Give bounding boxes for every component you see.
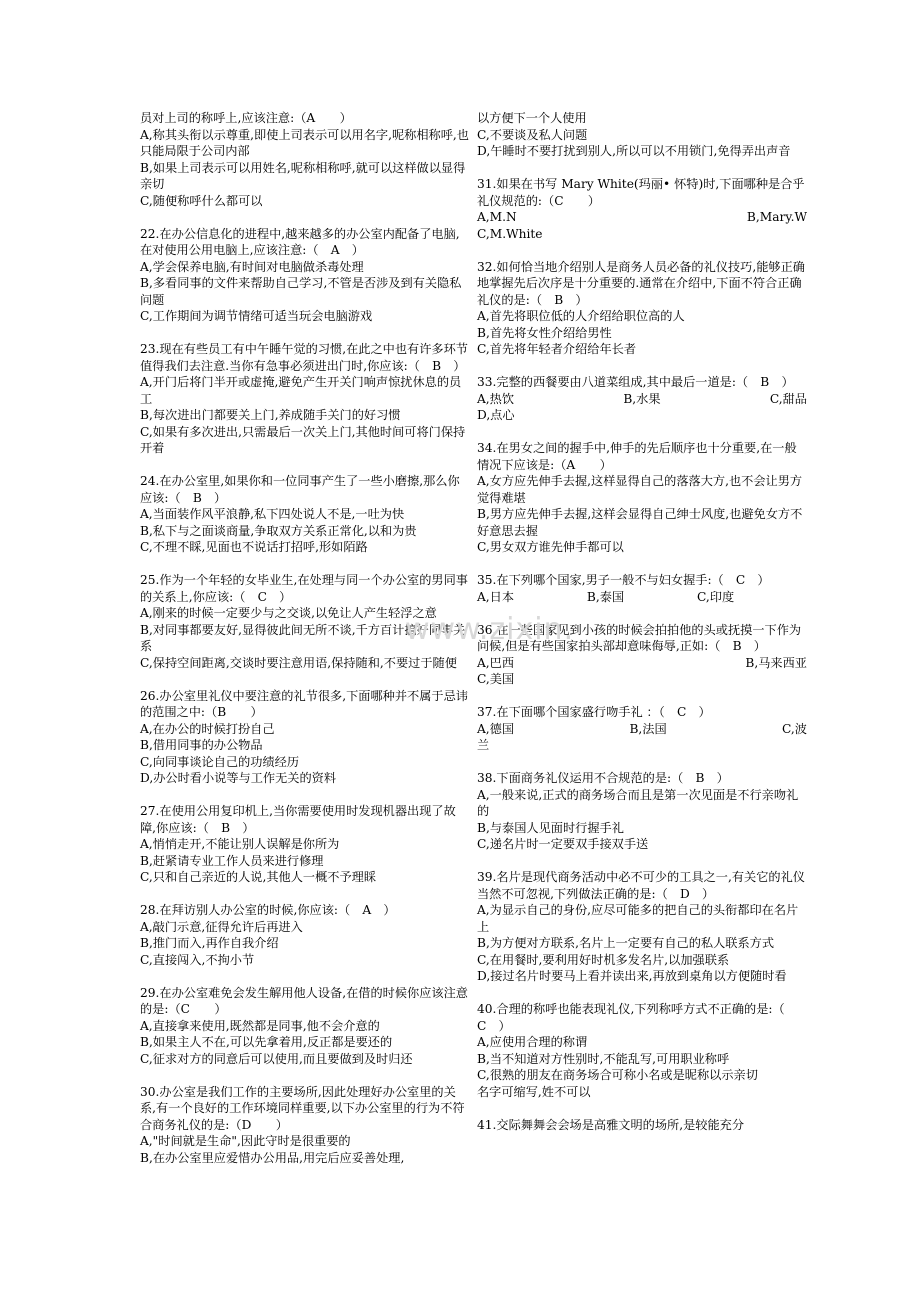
question-block xyxy=(477,770,807,853)
option-item: B,马来西亚 xyxy=(745,655,807,670)
question-block xyxy=(477,374,807,424)
question-block xyxy=(477,572,807,605)
question-line: A,称其头衔以示尊重,即使上司表示可以用名字,呢称相称呼,也只能局限于公司内部 xyxy=(140,127,469,158)
question-line: B,如果上司表示可以用姓名,呢称相称呼,就可以这样做以显得亲切 xyxy=(140,160,466,191)
question-line: A,学会保养电脑,有时间对电脑做杀毒处理 xyxy=(140,259,364,274)
question-line: 37.在下面哪个国家盛行吻手礼 ：（ C ） xyxy=(477,705,711,719)
option-item: B,Mary.W xyxy=(746,210,807,224)
question-line: A,悄悄走开,不能让别人误解是你所为 xyxy=(140,837,340,851)
question-line: C,在用餐时,要利用好时机多发名片,以加强联系 xyxy=(477,952,730,967)
question-line: A,一般来说,正式的商务场合而且是第一次见面是不行亲吻礼的 xyxy=(477,787,799,818)
question-line: 39.名片是现代商务活动中必不可少的工具之一,有关它的礼仪当然不可忽视,下列做法正确的是:（ D ） xyxy=(477,870,805,901)
question-line: B,当不知道对方性别时,不能乱写,可用职业称呼 xyxy=(477,1051,730,1066)
question-line: C,递名片时一定要双手接双手送 xyxy=(477,837,649,851)
option-item: C,波 xyxy=(782,721,807,736)
question-line: A,"时间就是生命",因此守时是很重要的 xyxy=(140,1134,351,1148)
question-line: A,当面装作风平浪静,私下四处说人不是,一吐为快 xyxy=(140,507,405,521)
question-line: 30.办公室是我们工作的主要场所,因此处理好办公室里的关系,有一个良好的工作环境同样重要,以下办公室里的行为不符合商务礼仪的是:（D ） xyxy=(140,1084,465,1132)
question-line: 员对上司的称呼上,应该注意:（A ） xyxy=(140,111,352,125)
question-line: 25.作为一个年轻的女毕业生,在处理与同一个办公室的男同事的关系上,你应该:（ C ） xyxy=(140,573,468,604)
option-item: B,泰国 xyxy=(586,589,625,604)
question-line: 23.现在有些员工有中午睡午觉的习惯,在此之中也有许多环节值得我们去注意.当你有急事必须进出门时,你应该:（ B ） xyxy=(140,342,468,373)
question-block xyxy=(140,985,470,1068)
question-line: 36.在一些国家见到小孩的时候会拍拍他的头或抚摸一下作为问候,但是有些国家拍头部却意味侮辱,正如:（ B ） xyxy=(477,622,802,653)
question-line: C,很熟的朋友在商务场合可称小名或是昵称以示亲切 xyxy=(477,1068,758,1082)
question-line: 27.在使用公用复印机上,当你需要使用时发现机器出现了故障,你应该:（ B ） xyxy=(140,804,456,835)
question-block xyxy=(477,440,807,556)
question-line: 31.如果在书写 Mary White(玛丽• 怀特)时,下面哪种是合乎礼仪规范的:（C ） xyxy=(477,177,805,208)
question-block xyxy=(140,341,470,457)
question-block xyxy=(140,688,470,787)
question-line: 29.在办公室难免会发生解用他人设备,在借的时候你应该注意的是:（C ） xyxy=(140,985,468,1016)
question-line: 26.办公室里礼仪中要注意的礼节很多,下面哪种并不属于忌讳的范围之中:（B ） xyxy=(140,688,468,719)
question-block xyxy=(140,110,470,209)
question-line: A,在办公的时候打扮自己 xyxy=(140,721,275,736)
question-line: 兰 xyxy=(477,738,490,752)
question-line: C,男女双方谁先伸手都可以 xyxy=(477,540,624,554)
question-line: A,应使用合理的称谓 xyxy=(477,1035,588,1049)
question-block xyxy=(140,902,470,968)
option-row xyxy=(477,589,807,606)
question-line: B,多看同事的文件来帮助自己学习,不管是否涉及到有关隐私问题 xyxy=(140,276,462,307)
question-line: 40.合理的称呼也能表现礼仪,下列称呼方式不正确的是:（ C ） xyxy=(477,1002,797,1033)
question-block xyxy=(477,869,807,985)
option-row xyxy=(477,391,807,408)
question-line: B,与泰国人见面时行握手礼 xyxy=(477,820,624,835)
question-line: 28.在拜访别人办公室的时候,你应该:（ A ） xyxy=(140,903,396,917)
question-line: B,对同事都要友好,显得彼此间无所不谈,千方百计搞好同事关系 xyxy=(140,622,466,653)
question-line: C,只和自己亲近的人说,其他人一概不予理睬 xyxy=(140,870,377,884)
question-line: C,直接闯入,不拘小节 xyxy=(140,952,255,967)
question-line: 34.在男女之间的握手中,伸手的先后顺序也十分重要,在一般情况下应该是:（A ） xyxy=(477,441,797,472)
question-line: D,点心 xyxy=(477,408,515,422)
option-row xyxy=(477,655,807,672)
question-block xyxy=(477,259,807,358)
question-line: C,保持空间距离,交谈时要注意用语,保持随和,不要过于随便 xyxy=(140,655,457,670)
question-line: A,女方应先伸手去握,这样显得自己的落落大方,也不会让男方觉得难堪 xyxy=(477,474,803,505)
question-line: B,赶紧请专业工作人员来进行修理 xyxy=(140,853,324,868)
question-block xyxy=(477,176,807,242)
question-line: C,首先将年轻者介绍给年长者 xyxy=(477,342,637,356)
question-line: C,向同事谈论自己的功绩经历 xyxy=(140,754,300,769)
question-line: A,刚来的时候一定要少与之交谈,以免让人产生轻浮之意 xyxy=(140,606,437,620)
question-block xyxy=(477,110,807,160)
option-item: C,甜品 xyxy=(769,391,807,406)
question-line: C,不要谈及私人问题 xyxy=(477,127,588,142)
question-line: C,如果有多次进出,只需最后一次关上门,其他时间可将门保持开着 xyxy=(140,424,466,455)
question-line: 35.在下列哪个国家,男子一般不与妇女握手:（ C ） xyxy=(477,573,770,587)
question-line: C,美国 xyxy=(477,672,515,686)
option-item: A,巴西 xyxy=(477,655,515,670)
question-line: C,征求对方的同意后可以使用,而且要做到及时归还 xyxy=(140,1051,413,1066)
question-line: B,首先将女性介绍给男性 xyxy=(477,325,612,340)
question-line: 名字可缩写,姓不可以 xyxy=(477,1084,591,1099)
option-row xyxy=(477,209,807,226)
question-block xyxy=(477,1117,807,1134)
option-item: A,日本 xyxy=(477,589,515,604)
question-block xyxy=(140,473,470,556)
question-line: 33.完整的西餐要由八道菜组成,其中最后一道是:（ B ） xyxy=(477,375,794,389)
question-line: B,推门而入,再作自我介绍 xyxy=(140,936,279,950)
question-block xyxy=(477,1001,807,1100)
question-line: 22.在办公信息化的进程中,越来越多的办公室内配备了电脑,在对使用公用电脑上,应该注意:（ A ） xyxy=(140,226,460,257)
question-line: B,如果主人不在,可以先拿着用,反正都是要还的 xyxy=(140,1035,393,1049)
question-line: C,工作期间为调节情绪可适当玩会电脑游戏 xyxy=(140,309,373,323)
option-item: A,M.N xyxy=(477,210,517,224)
question-line: B,每次进出门都要关上门,养成随手关门的好习惯 xyxy=(140,408,401,422)
question-block xyxy=(140,803,470,886)
question-line: C,M.White xyxy=(477,226,543,241)
option-item: B,水果 xyxy=(623,391,661,406)
question-line: A,为显示自己的身份,应尽可能多的把自己的头衔都印在名片上 xyxy=(477,903,799,934)
question-block xyxy=(477,704,807,754)
question-line: B,为方便对方联系,名片上一定要有自己的私人联系方式 xyxy=(477,936,775,950)
option-item: A,德国 xyxy=(477,721,515,736)
question-line: B,私下与之面谈商量,争取双方关系正常化,以和为贵 xyxy=(140,523,417,538)
question-line: C,随便称呼什么都可以 xyxy=(140,193,263,208)
question-line: B,男方应先伸手去握,这样会显得自己绅士风度,也避免女方不好意思去握 xyxy=(477,507,803,538)
question-line: A,直接拿来使用,既然都是同事,他不会介意的 xyxy=(140,1018,380,1033)
question-line: C,不理不睬,见面也不说话打招呼,形如陌路 xyxy=(140,540,368,554)
question-block xyxy=(140,226,470,325)
question-line: D,午睡时不要打扰到别人,所以可以不用锁门,免得弄出声音 xyxy=(477,144,791,158)
watermark: www.zixin. xyxy=(405,612,575,647)
question-line: B,借用同事的办公物品 xyxy=(140,738,263,752)
question-line: 以方便下一个人使用 xyxy=(477,111,587,125)
question-line: D,办公时看小说等与工作无关的资料 xyxy=(140,771,337,785)
question-block xyxy=(140,1084,470,1167)
question-line: A,敲门示意,征得允许后再进入 xyxy=(140,919,303,934)
question-line: 32.如何恰当地介绍别人是商务人员必备的礼仪技巧,能够正确地掌握先后次序是十分重要的.通常在介绍中,下面不符合正确礼仪的是:（ B ） xyxy=(477,259,805,307)
option-item: A,热饮 xyxy=(477,391,515,406)
question-line: A,开门后将门半开或虚掩,避免产生开关门响声惊扰休息的员工 xyxy=(140,375,462,406)
option-row xyxy=(477,721,807,738)
question-line: 38.下面商务礼仪运用不合规范的是:（ B ） xyxy=(477,771,729,785)
option-item: B,法国 xyxy=(629,721,667,736)
option-item: C,印度 xyxy=(697,589,735,604)
question-line: 41.交际舞舞会会场是高雅文明的场所,是较能充分 xyxy=(477,1117,745,1132)
question-line: 24.在办公室里,如果你和一位同事产生了一些小磨擦,那么你应该:（ B ） xyxy=(140,474,460,505)
question-line: B,在办公室里应爱惜办公用品,用完后应妥善处理, xyxy=(140,1150,405,1165)
question-line: A,首先将职位低的人介绍给职位高的人 xyxy=(477,309,685,323)
question-line: D,接过名片时要马上看并读出来,再放到桌角以方便随时看 xyxy=(477,969,787,983)
